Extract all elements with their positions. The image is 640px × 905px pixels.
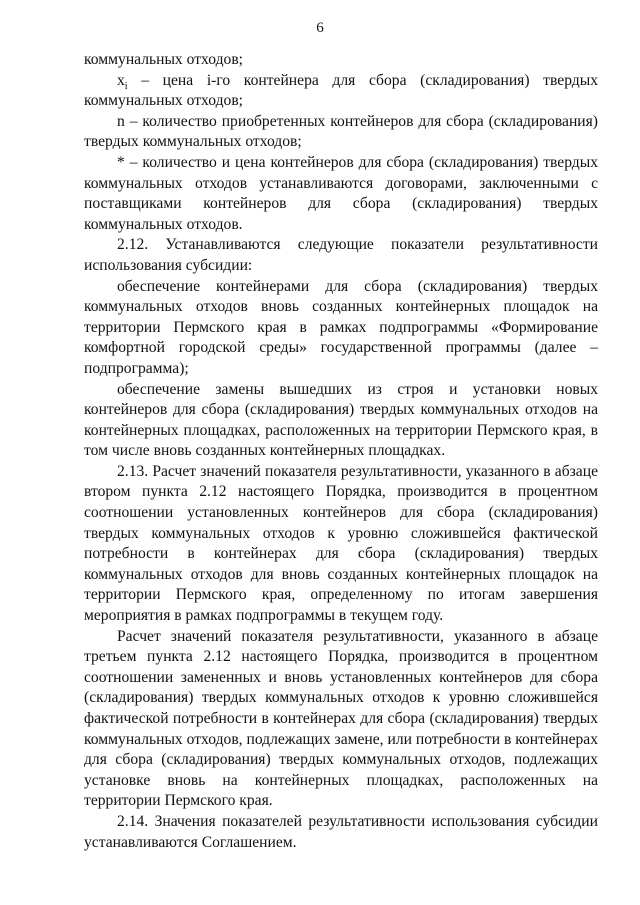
paragraph-xi-definition — [84, 71, 598, 112]
paragraph-2-14: 2.14. Значения показателей результативности использования субсидии устанавливаются Соглашением. — [84, 812, 598, 851]
paragraph-2-13: 2.13. Расчет значений показателя результативности, указанного в абзаце втором пункта 2.12 настоящего Порядка, производится в процентном соотношении установленных контейнеров для сбора (складирования) твердых коммунальных отходов к уровню сложившейся фактической потребности в контейнерах для сбора (складирования) твердых коммунальных отходов для вновь созданных контейнерных площадок на территории Пермского края, определенному по итогам завершения мероприятия в рамках подпрограммы в текущем году. — [84, 462, 598, 625]
paragraph-continuation: коммунальных отходов; — [84, 51, 244, 68]
document-body — [84, 50, 598, 853]
page-number: 6 — [316, 20, 324, 36]
paragraph-indicator-2: обеспечение замены вышедших из строя и установки новых контейнеров для сбора (складирования) твердых коммунальных отходов на контейнерных площадках, расположенных на территории Пермского края, в том числе вновь созданных контейнерных площадках. — [84, 380, 598, 460]
paragraph-indicator-1: обеспечение контейнерами для сбора (складирования) твердых коммунальных отходов вновь созданных контейнерных площадок на территории Пермского края в рамках подпрограммы «Формирование комфортной городской среды» государственной программы (далее – подпрограмма); — [84, 277, 598, 377]
paragraph-n-definition: n – количество приобретенных контейнеров для сбора (складирования) твердых коммунальных отходов; — [84, 112, 598, 151]
paragraph-2-12: 2.12. Устанавливаются следующие показатели результативности использования субсидии: — [84, 236, 598, 274]
variable-x: x — [117, 71, 125, 89]
variable-subscript: i — [124, 80, 128, 92]
paragraph-asterisk-note: * – количество и цена контейнеров для сбора (складирования) твердых коммунальных отходов устанавливаются договорами, заключенными с поставщиками контейнеров для сбора (складирования) твердых коммунальных отходов. — [84, 153, 598, 233]
xi-definition-text: – цена i-го контейнера для сбора (складирования) твердых коммунальных отходов; — [84, 71, 598, 110]
paragraph-calculation: Расчет значений показателя результативности, указанного в абзаце третьем пункта 2.12 настоящего Порядка, производится в процентном соотношении замененных и вновь установленных контейнеров для сбора (складирования) твердых коммунальных отходов к уровню сложившейся фактической потребности в контейнерах для сбора (складирования) твердых коммунальных отходов, подлежащих замене, или потребности в контейнерах для сбора (складирования) твердых коммунальных отходов, подлежащих установке вновь на контейнерных площадках, расположенных на территории Пермского края. — [84, 627, 599, 810]
